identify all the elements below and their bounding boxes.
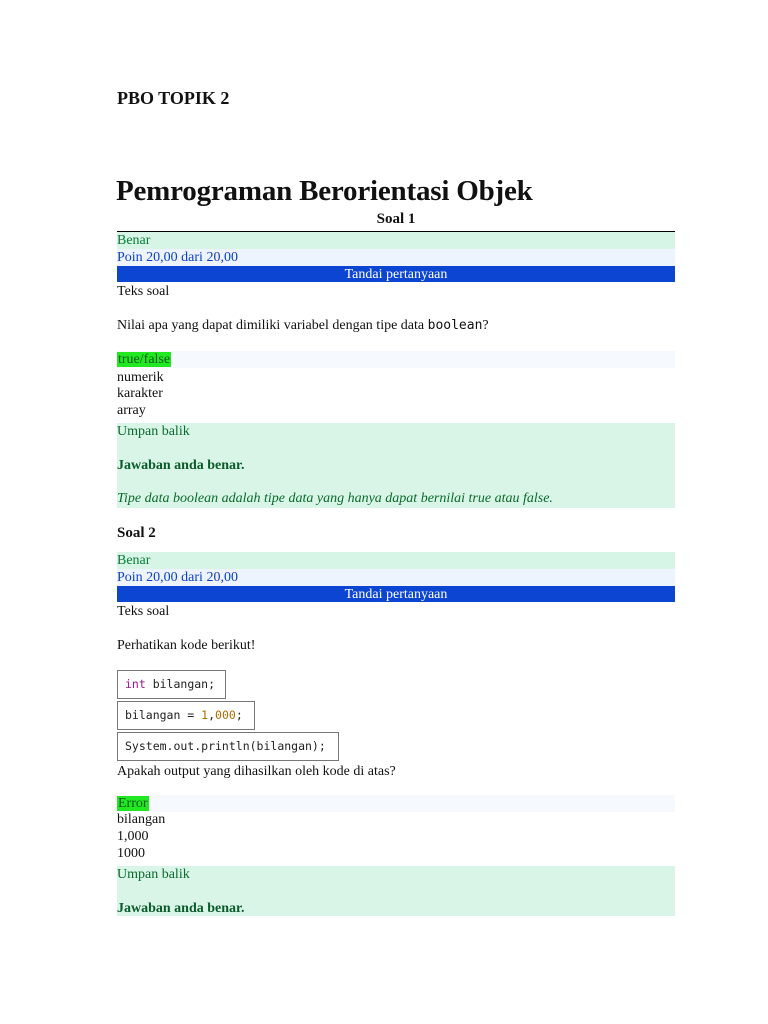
question-2-option-selected[interactable] bbox=[117, 795, 675, 812]
code-number: 000 bbox=[215, 708, 236, 722]
option-label: true/false bbox=[118, 352, 171, 367]
question-1-flag-button[interactable]: Tandai pertanyaan bbox=[117, 266, 675, 282]
question-2-flag-button[interactable]: Tandai pertanyaan bbox=[117, 586, 675, 602]
question-2-feedback bbox=[117, 866, 675, 916]
question-1-text-suffix: ? bbox=[482, 318, 489, 333]
question-1-feedback bbox=[117, 423, 675, 508]
question-1-score: Poin 20,00 dari 20,00 bbox=[117, 249, 675, 266]
question-1-option-selected[interactable] bbox=[117, 351, 675, 368]
question-2-status: Benar bbox=[117, 552, 675, 569]
question-1-option[interactable]: array bbox=[117, 403, 146, 418]
code-text: bilangan; bbox=[145, 677, 216, 691]
question-2-text-label: Teks soal bbox=[117, 604, 170, 619]
question-2-heading: Soal 2 bbox=[117, 525, 156, 541]
feedback-explanation: Tipe data boolean adalah tipe data yang hanya dapat bernilai true atau false. bbox=[117, 491, 553, 506]
code-line-1 bbox=[117, 670, 226, 699]
feedback-result: Jawaban anda benar. bbox=[117, 458, 245, 473]
question-1-text-label: Teks soal bbox=[117, 284, 170, 299]
question-2-option[interactable]: 1,000 bbox=[117, 829, 149, 844]
code-line-2 bbox=[117, 701, 255, 730]
feedback-result: Jawaban anda benar. bbox=[117, 901, 245, 916]
question-1-heading: Soal 1 bbox=[376, 211, 416, 227]
question-2-text: Apakah output yang dihasilkan oleh kode di atas? bbox=[117, 764, 396, 779]
code-text: bilangan = bbox=[125, 708, 202, 722]
feedback-title: Umpan balik bbox=[117, 867, 190, 882]
question-2-score: Poin 20,00 dari 20,00 bbox=[117, 569, 675, 586]
option-label: Error bbox=[118, 796, 148, 811]
question-2-intro: Perhatikan kode berikut! bbox=[117, 638, 256, 653]
code-text: System.out.println(bilangan); bbox=[125, 739, 326, 753]
code-line-3 bbox=[117, 732, 339, 761]
code-text: , bbox=[208, 708, 216, 722]
code-text: ; bbox=[235, 708, 243, 722]
code-keyword: int bbox=[125, 677, 146, 691]
question-1-status: Benar bbox=[117, 232, 675, 249]
question-1-option[interactable]: karakter bbox=[117, 386, 163, 401]
question-1-option[interactable]: numerik bbox=[117, 370, 164, 385]
document-title: PBO TOPIK 2 bbox=[117, 88, 230, 108]
page-title: Pemrograman Berorientasi Objek bbox=[116, 175, 533, 207]
feedback-title: Umpan balik bbox=[117, 424, 190, 439]
question-1-code-term: boolean bbox=[427, 318, 483, 333]
question-2-option[interactable]: bilangan bbox=[117, 812, 166, 827]
question-2-option[interactable]: 1000 bbox=[117, 846, 145, 861]
code-number: 1 bbox=[201, 708, 209, 722]
question-1-text bbox=[117, 317, 675, 335]
question-1-text-prefix: Nilai apa yang dapat dimiliki variabel dengan tipe data bbox=[117, 318, 428, 333]
